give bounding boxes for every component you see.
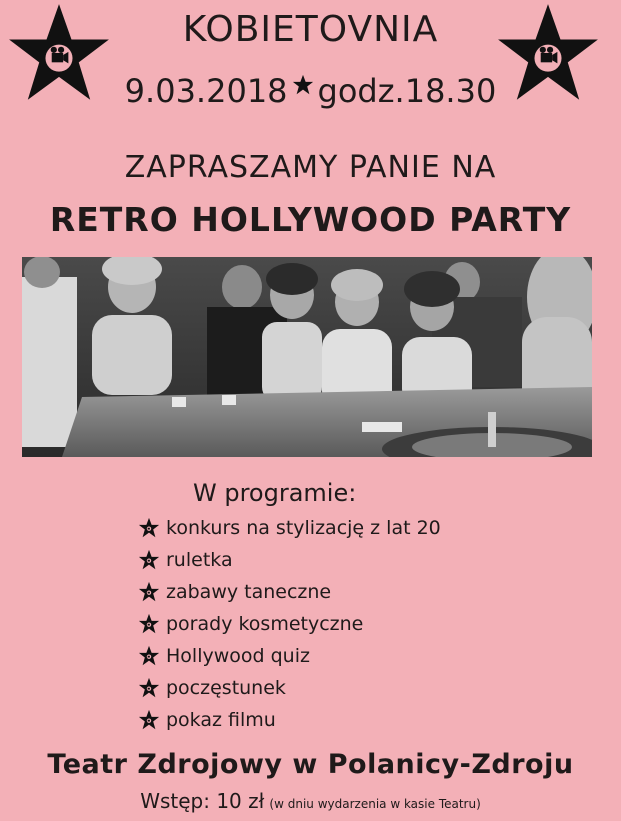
entry-note: (w dniu wydarzenia w kasie Teatru) — [269, 797, 481, 811]
star-bullet-icon — [138, 517, 160, 539]
program-item-text: konkurs na stylizację z lat 20 — [166, 517, 441, 539]
program-item-text: pokaz filmu — [166, 709, 276, 731]
program-item-text: ruletka — [166, 549, 233, 571]
event-date-time — [0, 70, 621, 112]
event-title: KOBIETOVNIA — [182, 9, 439, 50]
program-item-text: Hollywood quiz — [166, 645, 310, 667]
program-heading: W programie: — [193, 479, 357, 507]
list-item — [138, 512, 441, 544]
event-time: godz.18.30 — [317, 72, 497, 110]
program-item-text: poczęstunek — [166, 677, 286, 699]
entry-info — [0, 788, 621, 817]
list-item — [138, 672, 441, 704]
star-bullet-icon — [138, 549, 160, 571]
star-bullet-icon — [138, 677, 160, 699]
list-item — [138, 608, 441, 640]
list-item — [138, 576, 441, 608]
event-date: 9.03.2018 — [124, 72, 288, 110]
list-item — [138, 640, 441, 672]
star-bullet-icon — [138, 581, 160, 603]
star-bullet-icon — [138, 645, 160, 667]
entry-price: Wstęp: 10 zł — [140, 789, 265, 813]
invite-line: ZAPRASZAMY PANIE NA — [124, 150, 497, 185]
casino-party-photo — [22, 257, 592, 457]
program-item-text: zabawy taneczne — [166, 581, 332, 603]
program-item-text: porady kosmetyczne — [166, 613, 364, 635]
star-separator-icon — [292, 74, 314, 96]
list-item — [138, 704, 441, 736]
venue-name: Teatr Zdrojowy w Polanicy-Zdroju — [47, 749, 574, 780]
list-item — [138, 544, 441, 576]
program-list — [138, 512, 441, 736]
party-name: RETRO HOLLYWOOD PARTY — [49, 200, 572, 239]
star-bullet-icon — [138, 613, 160, 635]
star-bullet-icon — [138, 709, 160, 731]
